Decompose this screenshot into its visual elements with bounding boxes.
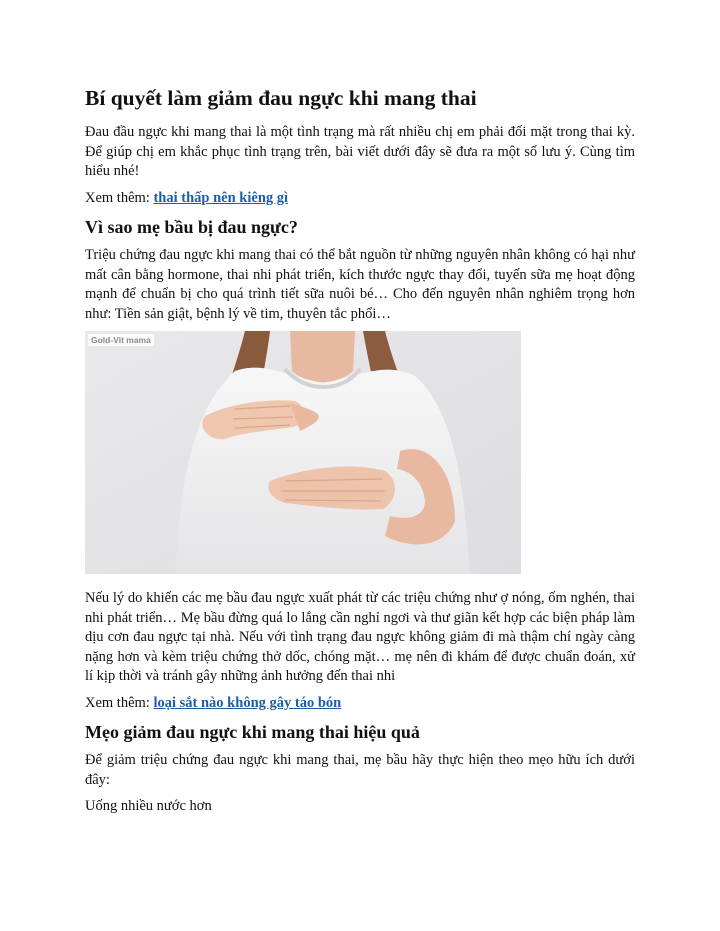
section-2-heading: Mẹo giảm đau ngực khi mang thai hiệu quả: [85, 722, 420, 742]
first-tip: Uống nhiều nước hơn: [85, 798, 212, 814]
image-watermark: Gold-Vit mama: [88, 334, 154, 346]
see-more-2: [85, 694, 635, 714]
section-1-heading: Vì sao mẹ bầu bị đau ngực?: [85, 217, 298, 237]
article-photo: [85, 331, 521, 574]
see-more-1-link[interactable]: thai thấp nên kiêng gì: [153, 189, 289, 206]
intro-paragraph: Đau đầu ngực khi mang thai là một tình trạng mà rất nhiều chị em phải đối mặt trong thai kỳ. Để giúp chị em khắc phục tình trạng trên, bài viết dưới đây sẽ đưa ra một số lưu ý. Cùng tìm hiểu nhé!: [85, 124, 635, 179]
woman-holding-chest-image: [85, 331, 521, 574]
article-title: Bí quyết làm giảm đau ngực khi mang thai: [85, 86, 477, 110]
paragraph-after-image: Nếu lý do khiến các mẹ bầu đau ngực xuất phát từ các triệu chứng như ợ nóng, ốm nghén, thai nhi phát triển… Mẹ bầu đừng quá lo lắng cần nghỉ ngơi và thư giãn kết hợp các biện pháp làm dịu cơn đau ngực tại nhà. Nếu với tình trạng đau ngực không giảm đi mà thậm chí ngày càng nặng hơn và kèm triệu chứng thở dốc, chóng mặt… mẹ nên đi khám để được chuẩn đoán, xử lí kịp thời và tránh gây những ảnh hưởng đến thai nhi: [85, 590, 635, 684]
section-2-body: Để giảm triệu chứng đau ngực khi mang thai, mẹ bầu hãy thực hiện theo mẹo hữu ích dưới đây:: [85, 752, 635, 788]
section-1-body: Triệu chứng đau ngực khi mang thai có thể bắt nguồn từ những nguyên nhân không có hại như mất cân bằng hormone, thai nhi phát triển, kích thước ngực thay đổi, tuyến sữa mẹ hoạt động mạnh để chuẩn bị cho quá trình tiết sữa nuôi bé… Cho đến nguyên nhân nghiêm trọng hơn như: Tiền sản giật, bệnh lý về tim, thuyên tắc phổi…: [85, 247, 635, 322]
article: [85, 84, 635, 824]
see-more-1: [85, 189, 635, 209]
see-more-2-prefix: Xem thêm:: [85, 694, 154, 711]
see-more-1-prefix: Xem thêm:: [85, 189, 154, 206]
see-more-2-link[interactable]: loại sắt nào không gây táo bón: [153, 694, 342, 711]
